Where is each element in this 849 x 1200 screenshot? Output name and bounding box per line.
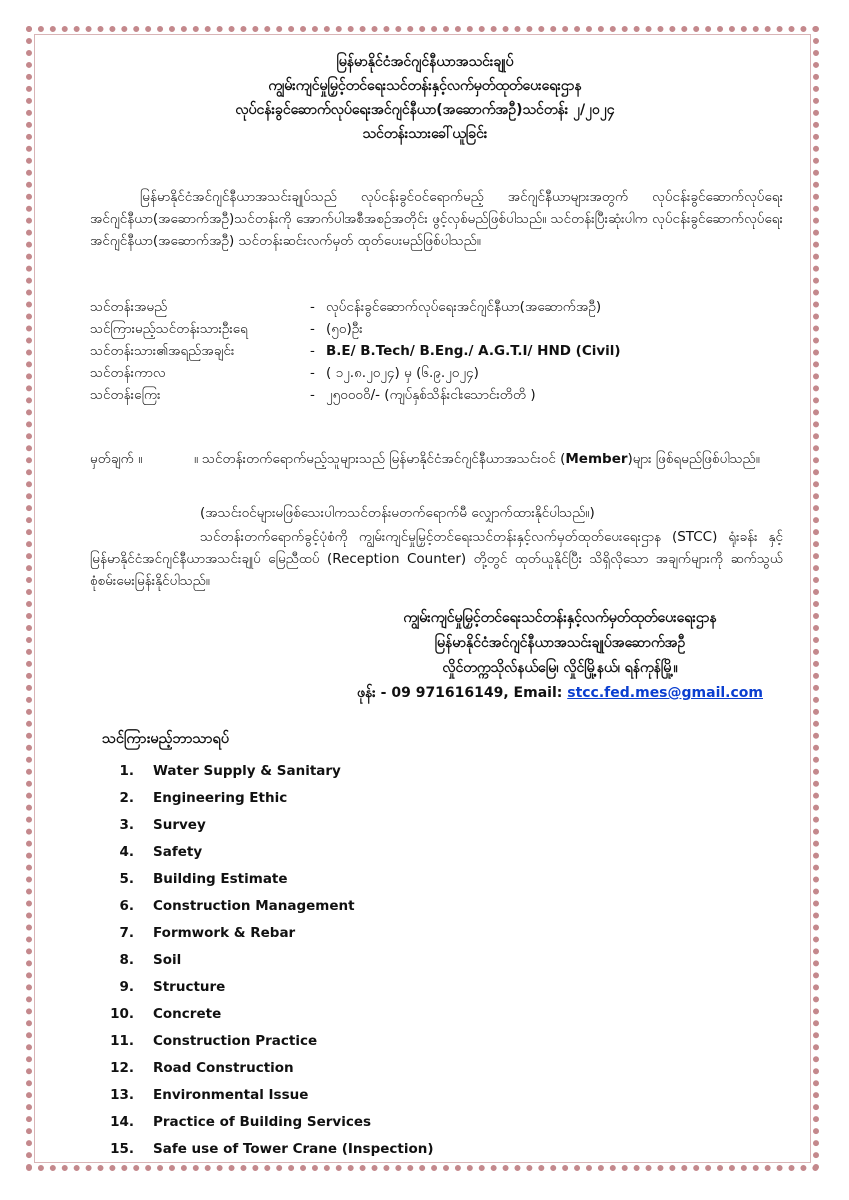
item-number: 12. bbox=[110, 1060, 134, 1076]
contact-block bbox=[300, 606, 820, 706]
item-number: 9. bbox=[119, 979, 134, 995]
header-organization: မြန်မာနိုင်ငံအင်ဂျင်နီယာအသင်းချုပ် bbox=[336, 54, 514, 70]
item-number: 1. bbox=[119, 763, 134, 779]
note-block bbox=[90, 448, 785, 492]
item-name: Engineering Ethic bbox=[153, 790, 288, 806]
header-department: ကျွမ်းကျင်မှုမြှင့်တင်ရေးသင်တန်းနှင့်လက်မှတ်ထုတ်ပေးရေးဌာန bbox=[268, 78, 582, 94]
item-number: 7. bbox=[119, 925, 134, 941]
course-info-row bbox=[90, 296, 790, 318]
contact-address: လှိုင်တက္ကသိုလ်နယ်မြေ၊ လှိုင်မြို့နယ်၊ ရန်ကုန်မြို့။ bbox=[442, 660, 678, 676]
item-name: Water Supply & Sanitary bbox=[153, 763, 341, 779]
email-link[interactable]: stcc.fed.mes@gmail.com bbox=[567, 685, 763, 701]
course-period-value: ( ၁၂.၈.၂၀၂၄) မှ (၆.၉.၂၀၂၄) bbox=[326, 365, 479, 381]
course-info-row bbox=[90, 340, 790, 362]
item-name: Formwork & Rebar bbox=[153, 925, 296, 941]
intro-paragraph: မြန်မာနိုင်ငံအင်ဂျင်နီယာအသင်းချုပ်သည် လုပ်ငန်းခွင်ဝင်ရောက်မည့် အင်ဂျင်နီယာများအတွက် လုပ်ငန်းခွင်ဆောက်လုပ်ရေး အင်ဂျင်နီယာ(အဆောက်အဦ)သင်တန်းကို အောက်ပါအစီအစဉ်အတိုင်း ဖွင့်လှစ်မည်ဖြစ်ပါသည်။ သင်တန်းပြီးဆုံးပါက လုပ်ငန်းခွင်ဆောက်လုပ်ရေးအင်ဂျင်နီယာ(အဆောက်အဦ) သင်တန်းဆင်းလက်မှတ် ထုတ်ပေးမည်ဖြစ်ပါသည်။ bbox=[90, 189, 783, 249]
course-info-row bbox=[90, 318, 790, 340]
note-text bbox=[202, 448, 785, 470]
item-name: Construction Practice bbox=[153, 1033, 318, 1049]
item-name: Soil bbox=[153, 952, 182, 968]
item-name: Construction Management bbox=[153, 898, 355, 914]
course-period-label: သင်တန်းကာလ bbox=[90, 365, 166, 381]
item-number: 8. bbox=[119, 952, 134, 968]
note-symbol: ။ bbox=[194, 451, 199, 467]
course-fee-label: သင်တန်းကြေး bbox=[90, 387, 161, 403]
item-name: Building Estimate bbox=[153, 871, 288, 887]
item-name: Road Construction bbox=[153, 1060, 294, 1076]
info-dash: - bbox=[310, 343, 315, 359]
info-dash: - bbox=[310, 387, 315, 403]
info-dash: - bbox=[310, 365, 315, 381]
course-name-label: သင်တန်းအမည် bbox=[90, 299, 168, 315]
membership-note: (အသင်းဝင်များမဖြစ်သေးပါကသင်တန်းမတက်ရောက်မီ လျှောက်ထားနိုင်ပါသည်။) bbox=[200, 505, 595, 521]
item-number: 13. bbox=[110, 1087, 134, 1103]
item-number: 5. bbox=[119, 871, 134, 887]
header-announcement: သင်တန်းသားခေါ်ယူခြင်း bbox=[362, 126, 488, 142]
note-text-suffix: )များ ဖြစ်ရမည်ဖြစ်ပါသည်။ bbox=[627, 451, 760, 467]
info-dash: - bbox=[310, 321, 315, 337]
item-name: Safety bbox=[153, 844, 203, 860]
note-text-prefix: သင်တန်းတက်ရောက်မည့်သူများသည် မြန်မာနိုင်ငံအင်ဂျင်နီယာအသင်းဝင် ( bbox=[202, 451, 566, 467]
contact-building: မြန်မာနိုင်ငံအင်ဂျင်နီယာအသင်းချုပ်အဆောက်အဦ bbox=[434, 635, 686, 651]
item-name: Practice of Building Services bbox=[153, 1114, 372, 1130]
note-member-word: Member bbox=[565, 451, 628, 467]
item-name: Structure bbox=[153, 979, 226, 995]
info-dash: - bbox=[310, 299, 315, 315]
item-number: 6. bbox=[119, 898, 134, 914]
item-name: Concrete bbox=[153, 1006, 222, 1022]
application-paragraph: သင်တန်းတက်ရောက်ခွင့်ပုံစံကို ကျွမ်းကျင်မှုမြှင့်တင်ရေးသင်တန်းနှင့်လက်မှတ်ထုတ်ပေးရေးဌာန (STCC) ရုံးခန်း နှင့် မြန်မာနိုင်ငံအင်ဂျင်နီယာအသင်းချုပ် မြေညီထပ် (Reception Counter) တို့တွင် ထုတ်ယူနိုင်ပြီး သိရှိလိုသော အချက်များကို ဆက်သွယ်စုံစမ်းမေးမြန်းနိုင်ပါသည်။ bbox=[90, 529, 783, 589]
item-number: 3. bbox=[119, 817, 134, 833]
phone-text: ဖုန်း - 09 971616149, Email: bbox=[356, 685, 568, 701]
qualification-label: သင်တန်းသား၏အရည်အချင်း bbox=[90, 343, 235, 359]
item-number: 2. bbox=[119, 790, 134, 806]
note-label: မှတ်ချက် ။ bbox=[90, 451, 143, 467]
student-count-value: (၅၀)ဦး bbox=[326, 321, 363, 337]
contact-phone-email bbox=[300, 681, 820, 706]
course-fee-value: ၂၅၀၀၀၀ိ/- (ကျပ်နှစ်သိန်းငါးသောင်းတိတိ ) bbox=[326, 387, 536, 403]
subjects-title: သင်ကြားမည့်ဘာသာရပ် bbox=[102, 731, 230, 747]
item-name: Survey bbox=[153, 817, 206, 833]
qualification-value: B.E/ B.Tech/ B.Eng./ A.G.T.I/ HND (Civil) bbox=[326, 343, 621, 359]
course-info-row bbox=[90, 384, 790, 406]
document-header bbox=[60, 50, 790, 146]
item-number: 11. bbox=[110, 1033, 134, 1049]
course-name-value: လုပ်ငန်းခွင်ဆောက်လုပ်ရေးအင်ဂျင်နီယာ(အဆောက်အဦ) bbox=[326, 299, 602, 315]
item-number: 15. bbox=[110, 1141, 134, 1157]
header-course-title: လုပ်ငန်းခွင်ဆောက်လုပ်ရေးအင်ဂျင်နီယာ(အဆောက်အဦ)သင်တန်း ၂/၂၀၂၄ bbox=[235, 102, 615, 118]
course-info-row bbox=[90, 362, 790, 384]
contact-department: ကျွမ်းကျင်မှုမြှင့်တင်ရေးသင်တန်းနှင့်လက်မှတ်ထုတ်ပေးရေးဌာန bbox=[403, 610, 717, 626]
item-name: Safe use of Tower Crane (Inspection) bbox=[153, 1141, 434, 1157]
item-number: 10. bbox=[110, 1006, 134, 1022]
item-number: 14. bbox=[110, 1114, 134, 1130]
student-count-label: သင်ကြားမည့်သင်တန်းသားဦးရေ bbox=[90, 321, 248, 337]
item-name: Environmental Issue bbox=[153, 1087, 309, 1103]
item-number: 4. bbox=[119, 844, 134, 860]
